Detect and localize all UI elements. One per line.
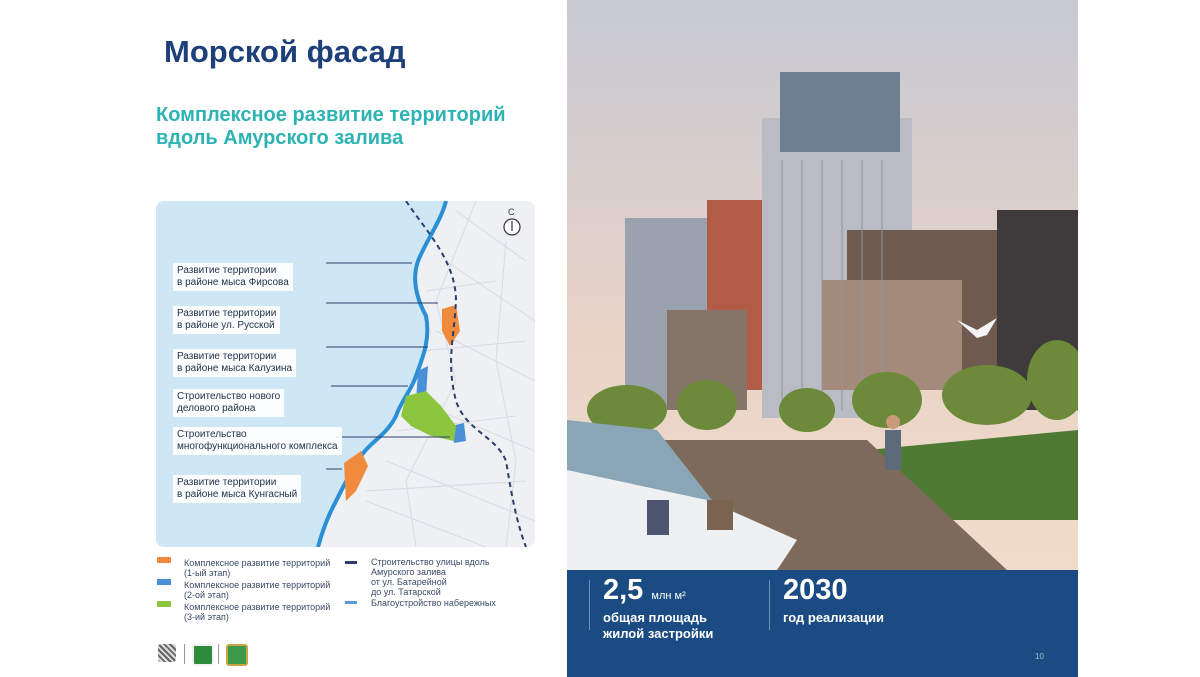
callout-kungasny: Развитие территории в районе мыса Кунгасный bbox=[173, 475, 301, 503]
legend-swatch-stage3 bbox=[157, 601, 171, 607]
legend-swatch-stage2 bbox=[157, 579, 171, 585]
page-number: 10 bbox=[1035, 652, 1044, 661]
legend-swatch-stage1 bbox=[157, 557, 171, 563]
legend-item-embankment: Благоустройство набережных bbox=[371, 598, 496, 608]
city-emblem-icon bbox=[192, 644, 214, 666]
page-title: Морской фасад bbox=[164, 34, 406, 69]
callout-russkaya: Развитие территории в районе ул. Русской bbox=[173, 306, 280, 334]
callout-firsova: Развитие территории в районе мыса Фирсова bbox=[173, 263, 293, 291]
stat-unit-area: млн м² bbox=[651, 590, 686, 602]
legend-item-street: Строительство улицы вдоль Амурского залива от ул. Батарейной до ул. Татарской bbox=[371, 557, 490, 597]
stat-divider bbox=[769, 580, 770, 630]
stat-divider bbox=[589, 580, 590, 630]
stat-caption-year: год реализации bbox=[783, 610, 885, 625]
legend-item-stage1: Комплексное развитие территорий (1-ый этап) bbox=[184, 558, 331, 578]
legend-item-stage2: Комплексное развитие территорий (2-ой этап) bbox=[184, 580, 331, 600]
callout-business-district: Строительство нового делового района bbox=[173, 389, 284, 417]
stats-panel bbox=[567, 570, 1078, 677]
stat-caption-area: общая площадь жилой застройки bbox=[603, 610, 714, 641]
legend-line-embankment bbox=[345, 601, 357, 604]
logo-separator bbox=[218, 644, 219, 664]
qr-code-icon bbox=[158, 644, 176, 662]
stat-value-area bbox=[603, 574, 686, 607]
stat-value-year: 2030 bbox=[783, 574, 848, 606]
stat-number-area: 2,5 bbox=[603, 574, 644, 606]
callout-multifunctional: Строительство многофункционального комплекса bbox=[173, 427, 342, 455]
compass-label: С bbox=[508, 207, 515, 217]
legend-item-stage3: Комплексное развитие территорий (3-ий этап) bbox=[184, 602, 331, 622]
callout-kaluzina: Развитие территории в районе мыса Калузина bbox=[173, 349, 296, 377]
waterfront-render-image bbox=[567, 0, 1078, 570]
page-subtitle: Комплексное развитие территорий вдоль Амурского залива bbox=[156, 104, 506, 149]
region-emblem-icon bbox=[226, 644, 248, 666]
legend-line-street bbox=[345, 561, 357, 564]
logo-separator bbox=[184, 644, 185, 664]
